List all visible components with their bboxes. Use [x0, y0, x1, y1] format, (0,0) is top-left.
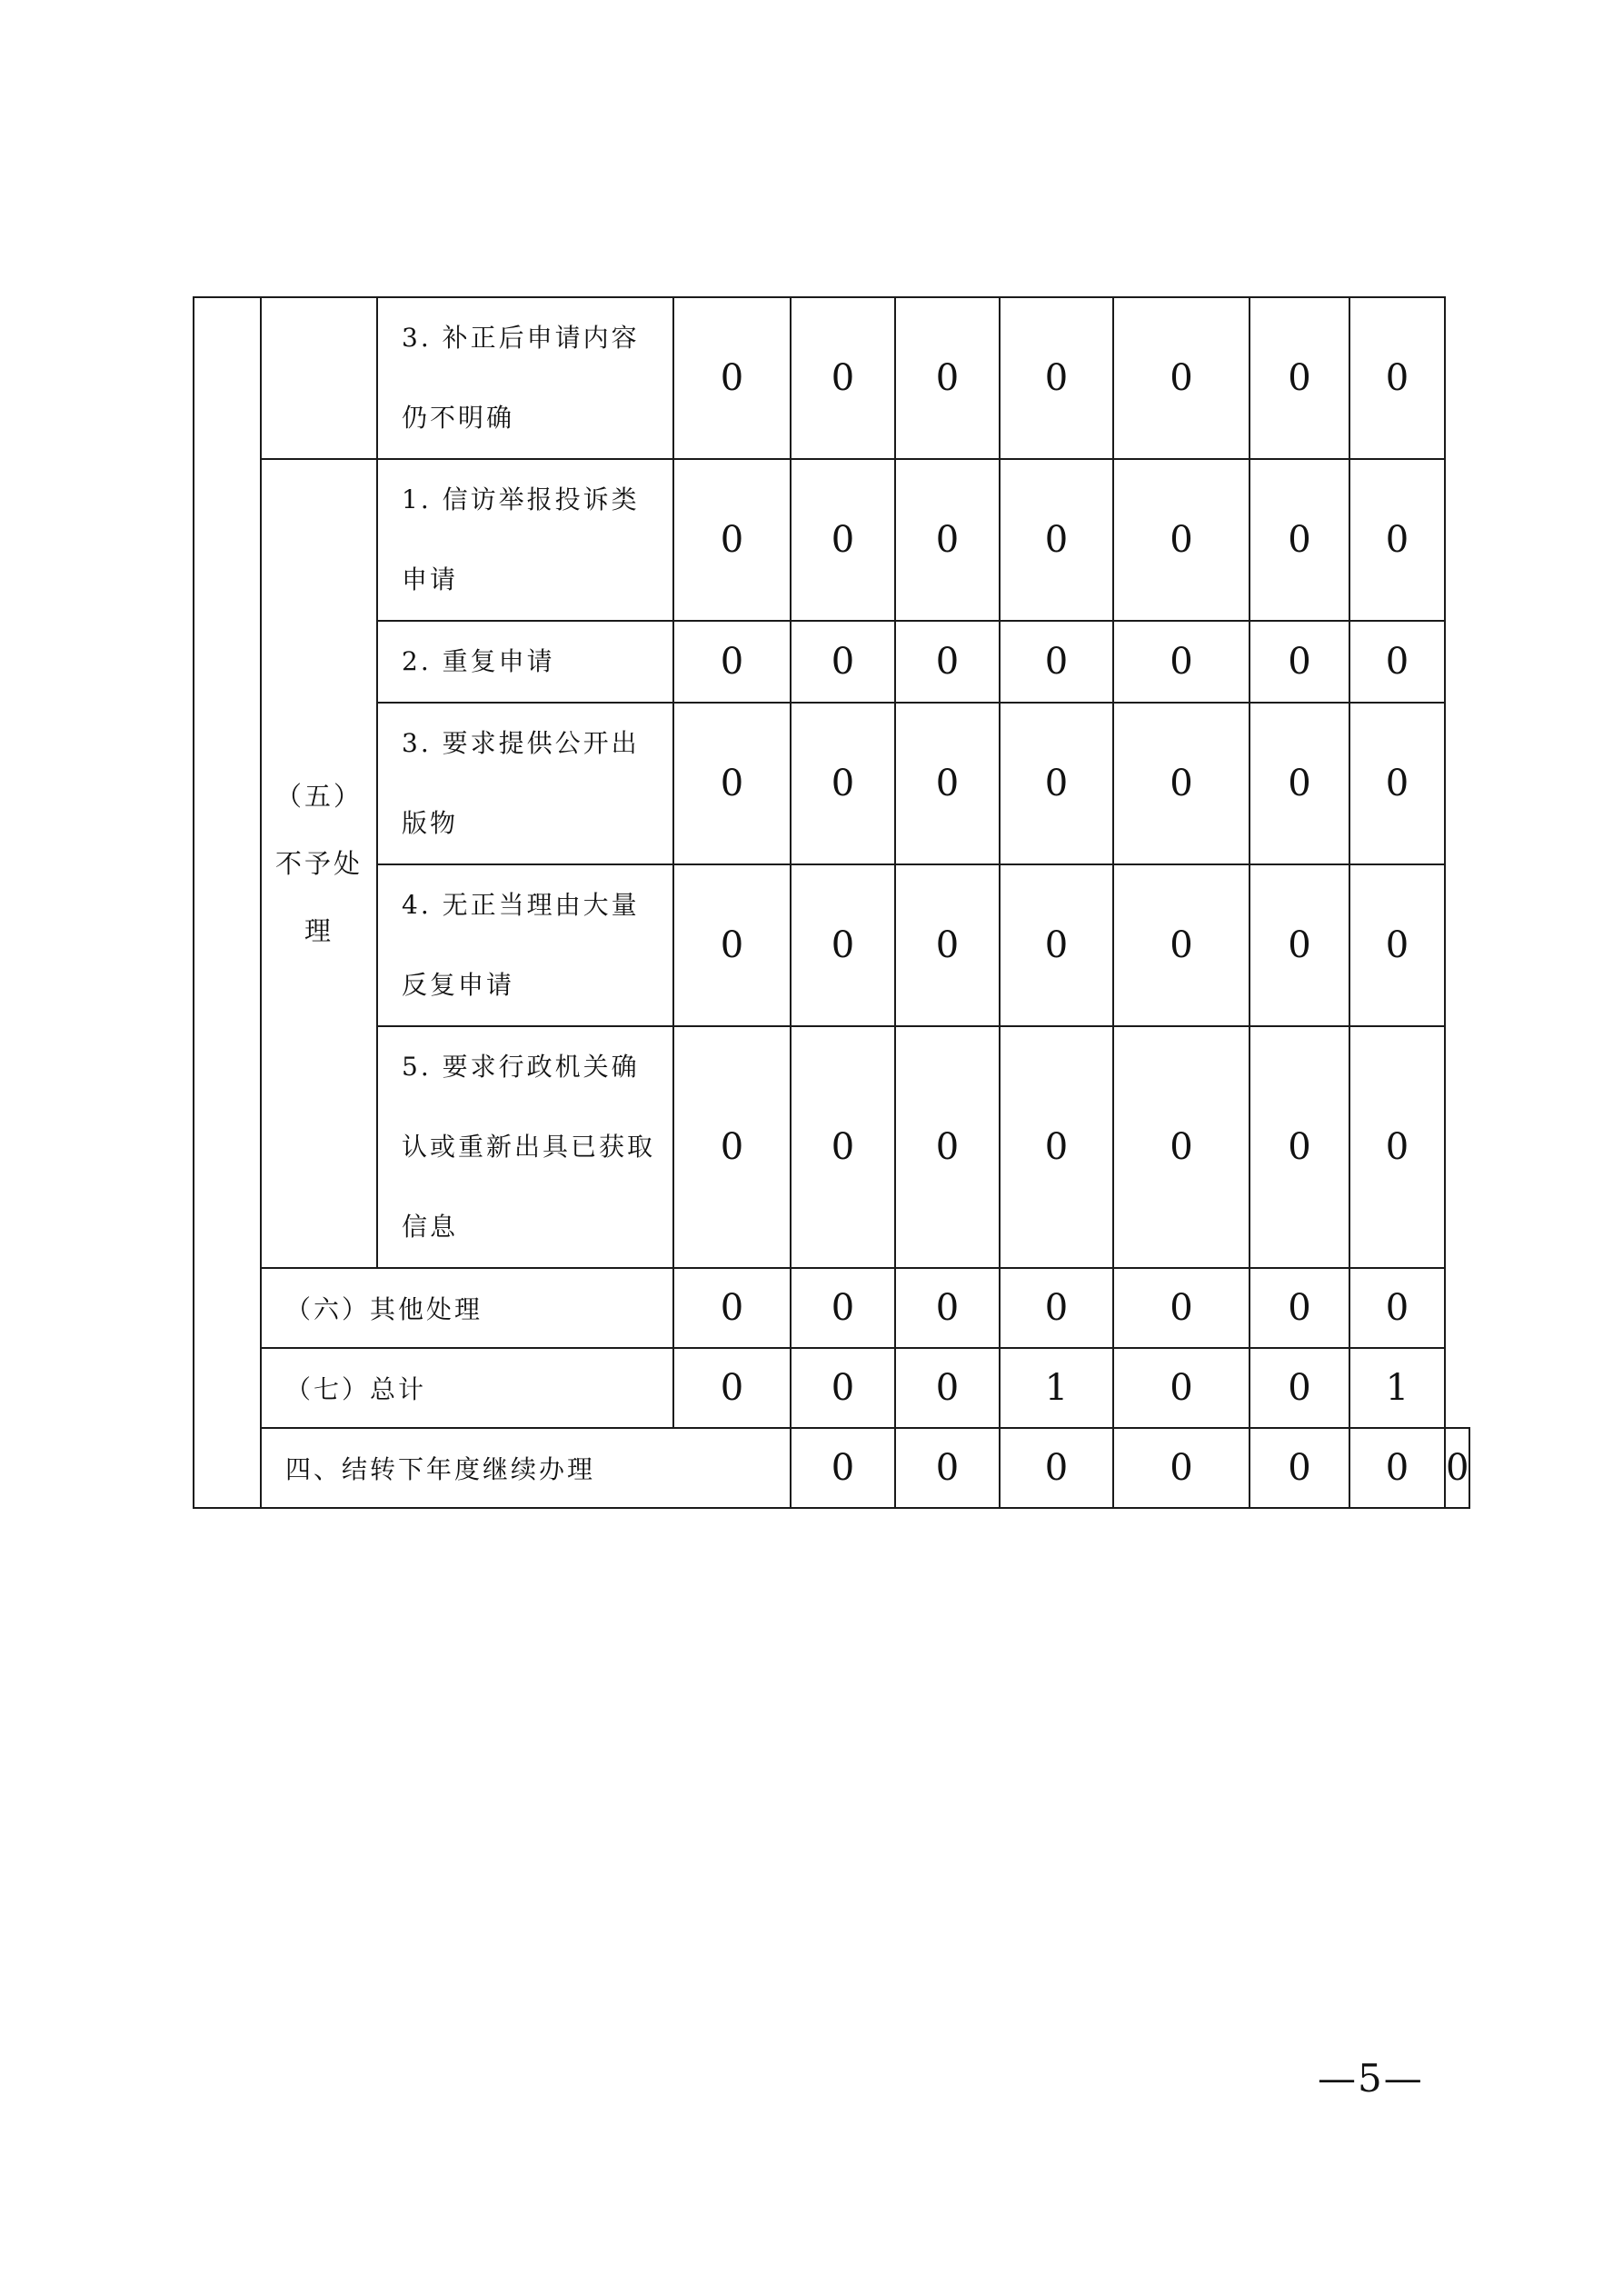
value-cell: 0 [791, 297, 895, 459]
value-cell: 0 [895, 1428, 1000, 1508]
disclosure-statistics-table [193, 296, 1470, 1509]
table-row [194, 1268, 1469, 1348]
value-cell: 0 [1250, 703, 1349, 864]
value-cell: 0 [1000, 864, 1113, 1026]
value-cell: 0 [1113, 703, 1250, 864]
value-cell: 0 [1250, 1428, 1349, 1508]
group-label: （五）不予处理 [261, 459, 377, 1268]
value-cell: 0 [1445, 1428, 1469, 1508]
value-cell: 0 [1349, 621, 1445, 703]
value-cell: 0 [1349, 1268, 1445, 1348]
value-cell: 0 [673, 1348, 791, 1428]
value-cell: 0 [1113, 459, 1250, 621]
table-row [194, 864, 1469, 1026]
value-cell: 0 [791, 1268, 895, 1348]
group-column-empty [261, 297, 377, 459]
value-cell: 0 [1250, 1268, 1349, 1348]
value-cell: 0 [1250, 459, 1349, 621]
section-column [194, 297, 261, 1508]
value-cell: 0 [895, 1348, 1000, 1428]
value-cell: 0 [673, 297, 791, 459]
value-cell: 0 [1113, 1348, 1250, 1428]
value-cell: 0 [895, 864, 1000, 1026]
value-cell: 0 [1250, 864, 1349, 1026]
page-number: —5— [1318, 2056, 1424, 2101]
row-label: （七）总计 [261, 1348, 673, 1428]
row-label: 2. 重复申请 [377, 621, 673, 703]
table-row [194, 1428, 1469, 1508]
table-row [194, 1026, 1469, 1268]
value-cell: 0 [895, 1268, 1000, 1348]
value-cell: 0 [1349, 1428, 1445, 1508]
row-label: 3. 补正后申请内容仍不明确 [377, 297, 673, 459]
table-row [194, 703, 1469, 864]
value-cell: 1 [1000, 1348, 1113, 1428]
row-label: 四、结转下年度继续办理 [261, 1428, 791, 1508]
value-cell: 0 [1250, 1348, 1349, 1428]
value-cell: 0 [1349, 864, 1445, 1026]
row-label: 4. 无正当理由大量反复申请 [377, 864, 673, 1026]
value-cell: 0 [1250, 297, 1349, 459]
value-cell: 0 [673, 459, 791, 621]
value-cell: 0 [1000, 1026, 1113, 1268]
table-row [194, 1348, 1469, 1428]
value-cell: 0 [1250, 1026, 1349, 1268]
value-cell: 0 [1000, 703, 1113, 864]
value-cell: 0 [1000, 459, 1113, 621]
value-cell: 0 [1113, 1026, 1250, 1268]
value-cell: 1 [1349, 1348, 1445, 1428]
value-cell: 0 [791, 703, 895, 864]
value-cell: 0 [1000, 1428, 1113, 1508]
value-cell: 0 [1000, 1268, 1113, 1348]
value-cell: 0 [1000, 297, 1113, 459]
value-cell: 0 [895, 459, 1000, 621]
row-label: 5. 要求行政机关确认或重新出具已获取信息 [377, 1026, 673, 1268]
value-cell: 0 [791, 1348, 895, 1428]
value-cell: 0 [791, 1428, 895, 1508]
value-cell: 0 [895, 703, 1000, 864]
value-cell: 0 [895, 1026, 1000, 1268]
table-row [194, 459, 1469, 621]
value-cell: 0 [1113, 297, 1250, 459]
row-label: （六）其他处理 [261, 1268, 673, 1348]
value-cell: 0 [1113, 1268, 1250, 1348]
value-cell: 0 [791, 459, 895, 621]
value-cell: 0 [1113, 1428, 1250, 1508]
value-cell: 0 [673, 703, 791, 864]
value-cell: 0 [895, 621, 1000, 703]
value-cell: 0 [791, 621, 895, 703]
value-cell: 0 [791, 864, 895, 1026]
value-cell: 0 [1113, 864, 1250, 1026]
value-cell: 0 [1349, 297, 1445, 459]
value-cell: 0 [673, 864, 791, 1026]
value-cell: 0 [673, 621, 791, 703]
table-row [194, 297, 1469, 459]
row-label: 3. 要求提供公开出版物 [377, 703, 673, 864]
value-cell: 0 [1250, 621, 1349, 703]
value-cell: 0 [1349, 703, 1445, 864]
value-cell: 0 [1113, 621, 1250, 703]
value-cell: 0 [1349, 1026, 1445, 1268]
value-cell: 0 [673, 1026, 791, 1268]
table-row [194, 621, 1469, 703]
value-cell: 0 [1000, 621, 1113, 703]
value-cell: 0 [895, 297, 1000, 459]
value-cell: 0 [1349, 459, 1445, 621]
value-cell: 0 [791, 1026, 895, 1268]
row-label: 1. 信访举报投诉类申请 [377, 459, 673, 621]
value-cell: 0 [673, 1268, 791, 1348]
